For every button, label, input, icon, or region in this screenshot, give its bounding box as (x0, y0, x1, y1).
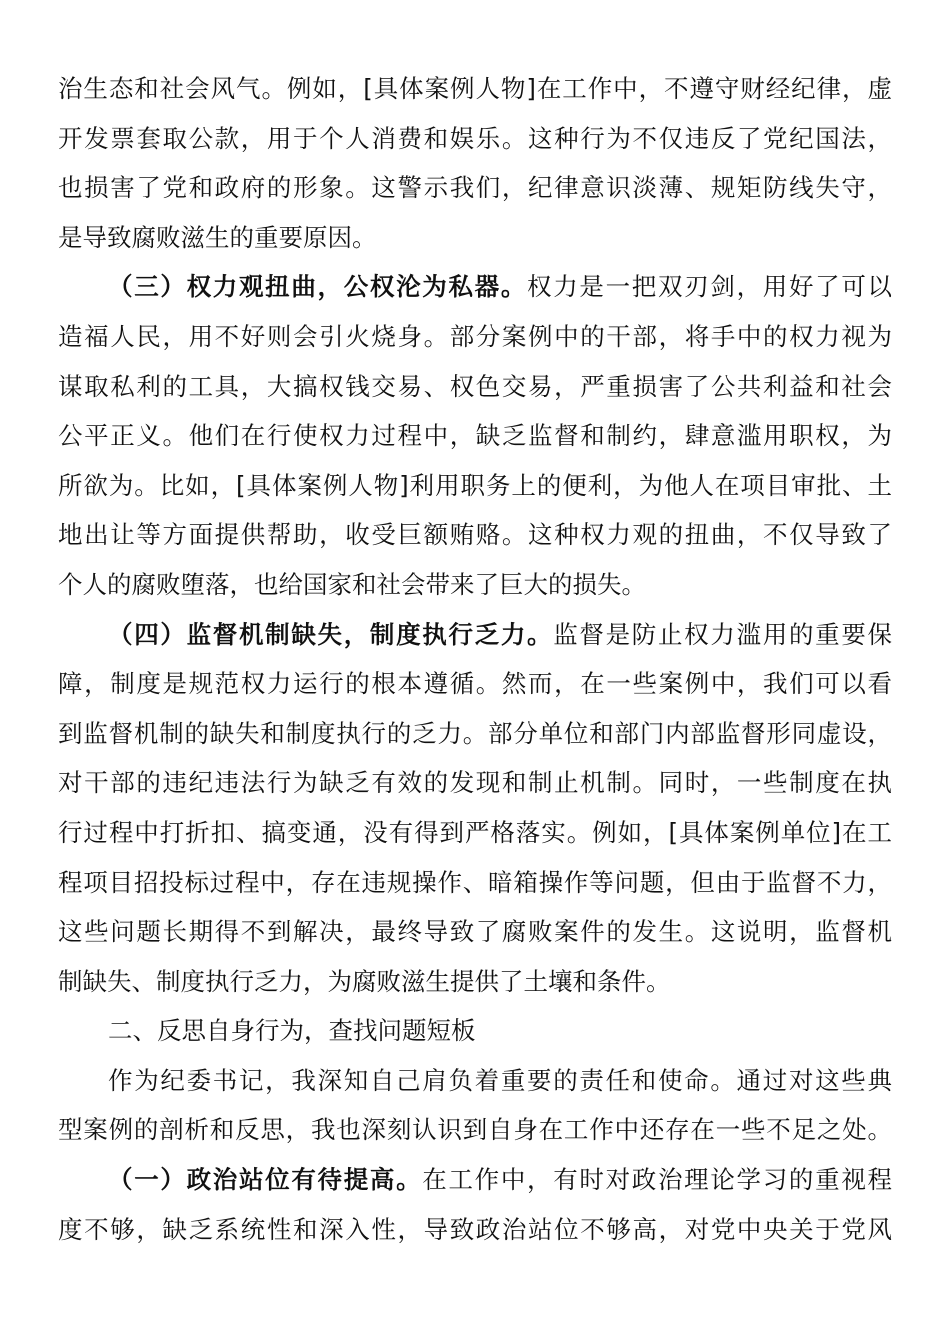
paragraph-text: 权力是一把双刃剑，用好了可以 (527, 272, 893, 302)
section-heading-4: （四）监督机制缺失，制度执行乏力。 (108, 619, 554, 649)
paragraph-line: 型案例的剖析和反思，我也深刻认识到自身在工作中还存在一些不足之处。 (58, 1115, 892, 1145)
paragraph-line: 是导致腐败滋生的重要原因。 (58, 222, 377, 252)
paragraph-text: 监督是防止权力滥用的重要保 (553, 619, 893, 649)
section-heading-1: （一）政治站位有待提高。 (108, 1165, 423, 1195)
paragraph-line: 度不够，缺乏系统性和深入性，导致政治站位不够高，对党中央关于党风 (58, 1214, 892, 1244)
paragraph-text: 在工作中，有时对政治理论学习的重视程 (422, 1165, 893, 1195)
document-body (58, 64, 892, 1254)
paragraph-line: 谋取私利的工具，大搞权钱交易、权色交易，严重损害了公共利益和社会 (58, 371, 892, 401)
paragraph-line: 地出让等方面提供帮助，收受巨额贿赂。这种权力观的扭曲，不仅导致了 (58, 520, 892, 550)
paragraph-line: 个人的腐败堕落，也给国家和社会带来了巨大的损失。 (58, 569, 646, 599)
chapter-heading: 二、反思自身行为，查找问题短板 (108, 1016, 476, 1046)
paragraph-line: 也损害了党和政府的形象。这警示我们，纪律意识淡薄、规矩防线失守， (58, 173, 892, 203)
section-heading-3: （三）权力观扭曲，公权沦为私器。 (108, 272, 528, 302)
paragraph-line: 制缺失、制度执行乏力，为腐败滋生提供了土壤和条件。 (58, 966, 671, 996)
section-heading-line (58, 610, 892, 660)
paragraph-line: 造福人民，用不好则会引火烧身。部分案例中的干部，将手中的权力视为 (58, 321, 892, 351)
paragraph-line: 障，制度是规范权力运行的根本遵循。然而，在一些案例中，我们可以看 (58, 669, 892, 699)
section-heading-line (58, 262, 892, 312)
paragraph-line: 程项目招投标过程中，存在违规操作、暗箱操作等问题，但由于监督不力， (58, 867, 892, 897)
section-heading-line (58, 1155, 892, 1205)
paragraph-line: 公平正义。他们在行使权力过程中，缺乏监督和制约，肆意滥用职权，为 (58, 421, 892, 451)
paragraph-line: 开发票套取公款，用于个人消费和娱乐。这种行为不仅违反了党纪国法， (58, 123, 892, 153)
paragraph-line: 作为纪委书记，我深知自己肩负着重要的责任和使命。通过对这些典 (108, 1065, 892, 1095)
paragraph-line: 对干部的违纪违法行为缺乏有效的发现和制止机制。同时，一些制度在执 (58, 768, 892, 798)
paragraph-line: 到监督机制的缺失和制度执行的乏力。部分单位和部门内部监督形同虚设， (58, 718, 892, 748)
paragraph-line: 行过程中打折扣、搞变通，没有得到严格落实。例如，[具体案例单位]在工 (58, 817, 892, 847)
paragraph-line: 所欲为。比如，[具体案例人物]利用职务上的便利，为他人在项目审批、土 (58, 470, 892, 500)
paragraph-line: 这些问题长期得不到解决，最终导致了腐败案件的发生。这说明，监督机 (58, 917, 892, 947)
paragraph-line: 治生态和社会风气。例如，[具体案例人物]在工作中，不遵守财经纪律，虚 (58, 74, 892, 103)
